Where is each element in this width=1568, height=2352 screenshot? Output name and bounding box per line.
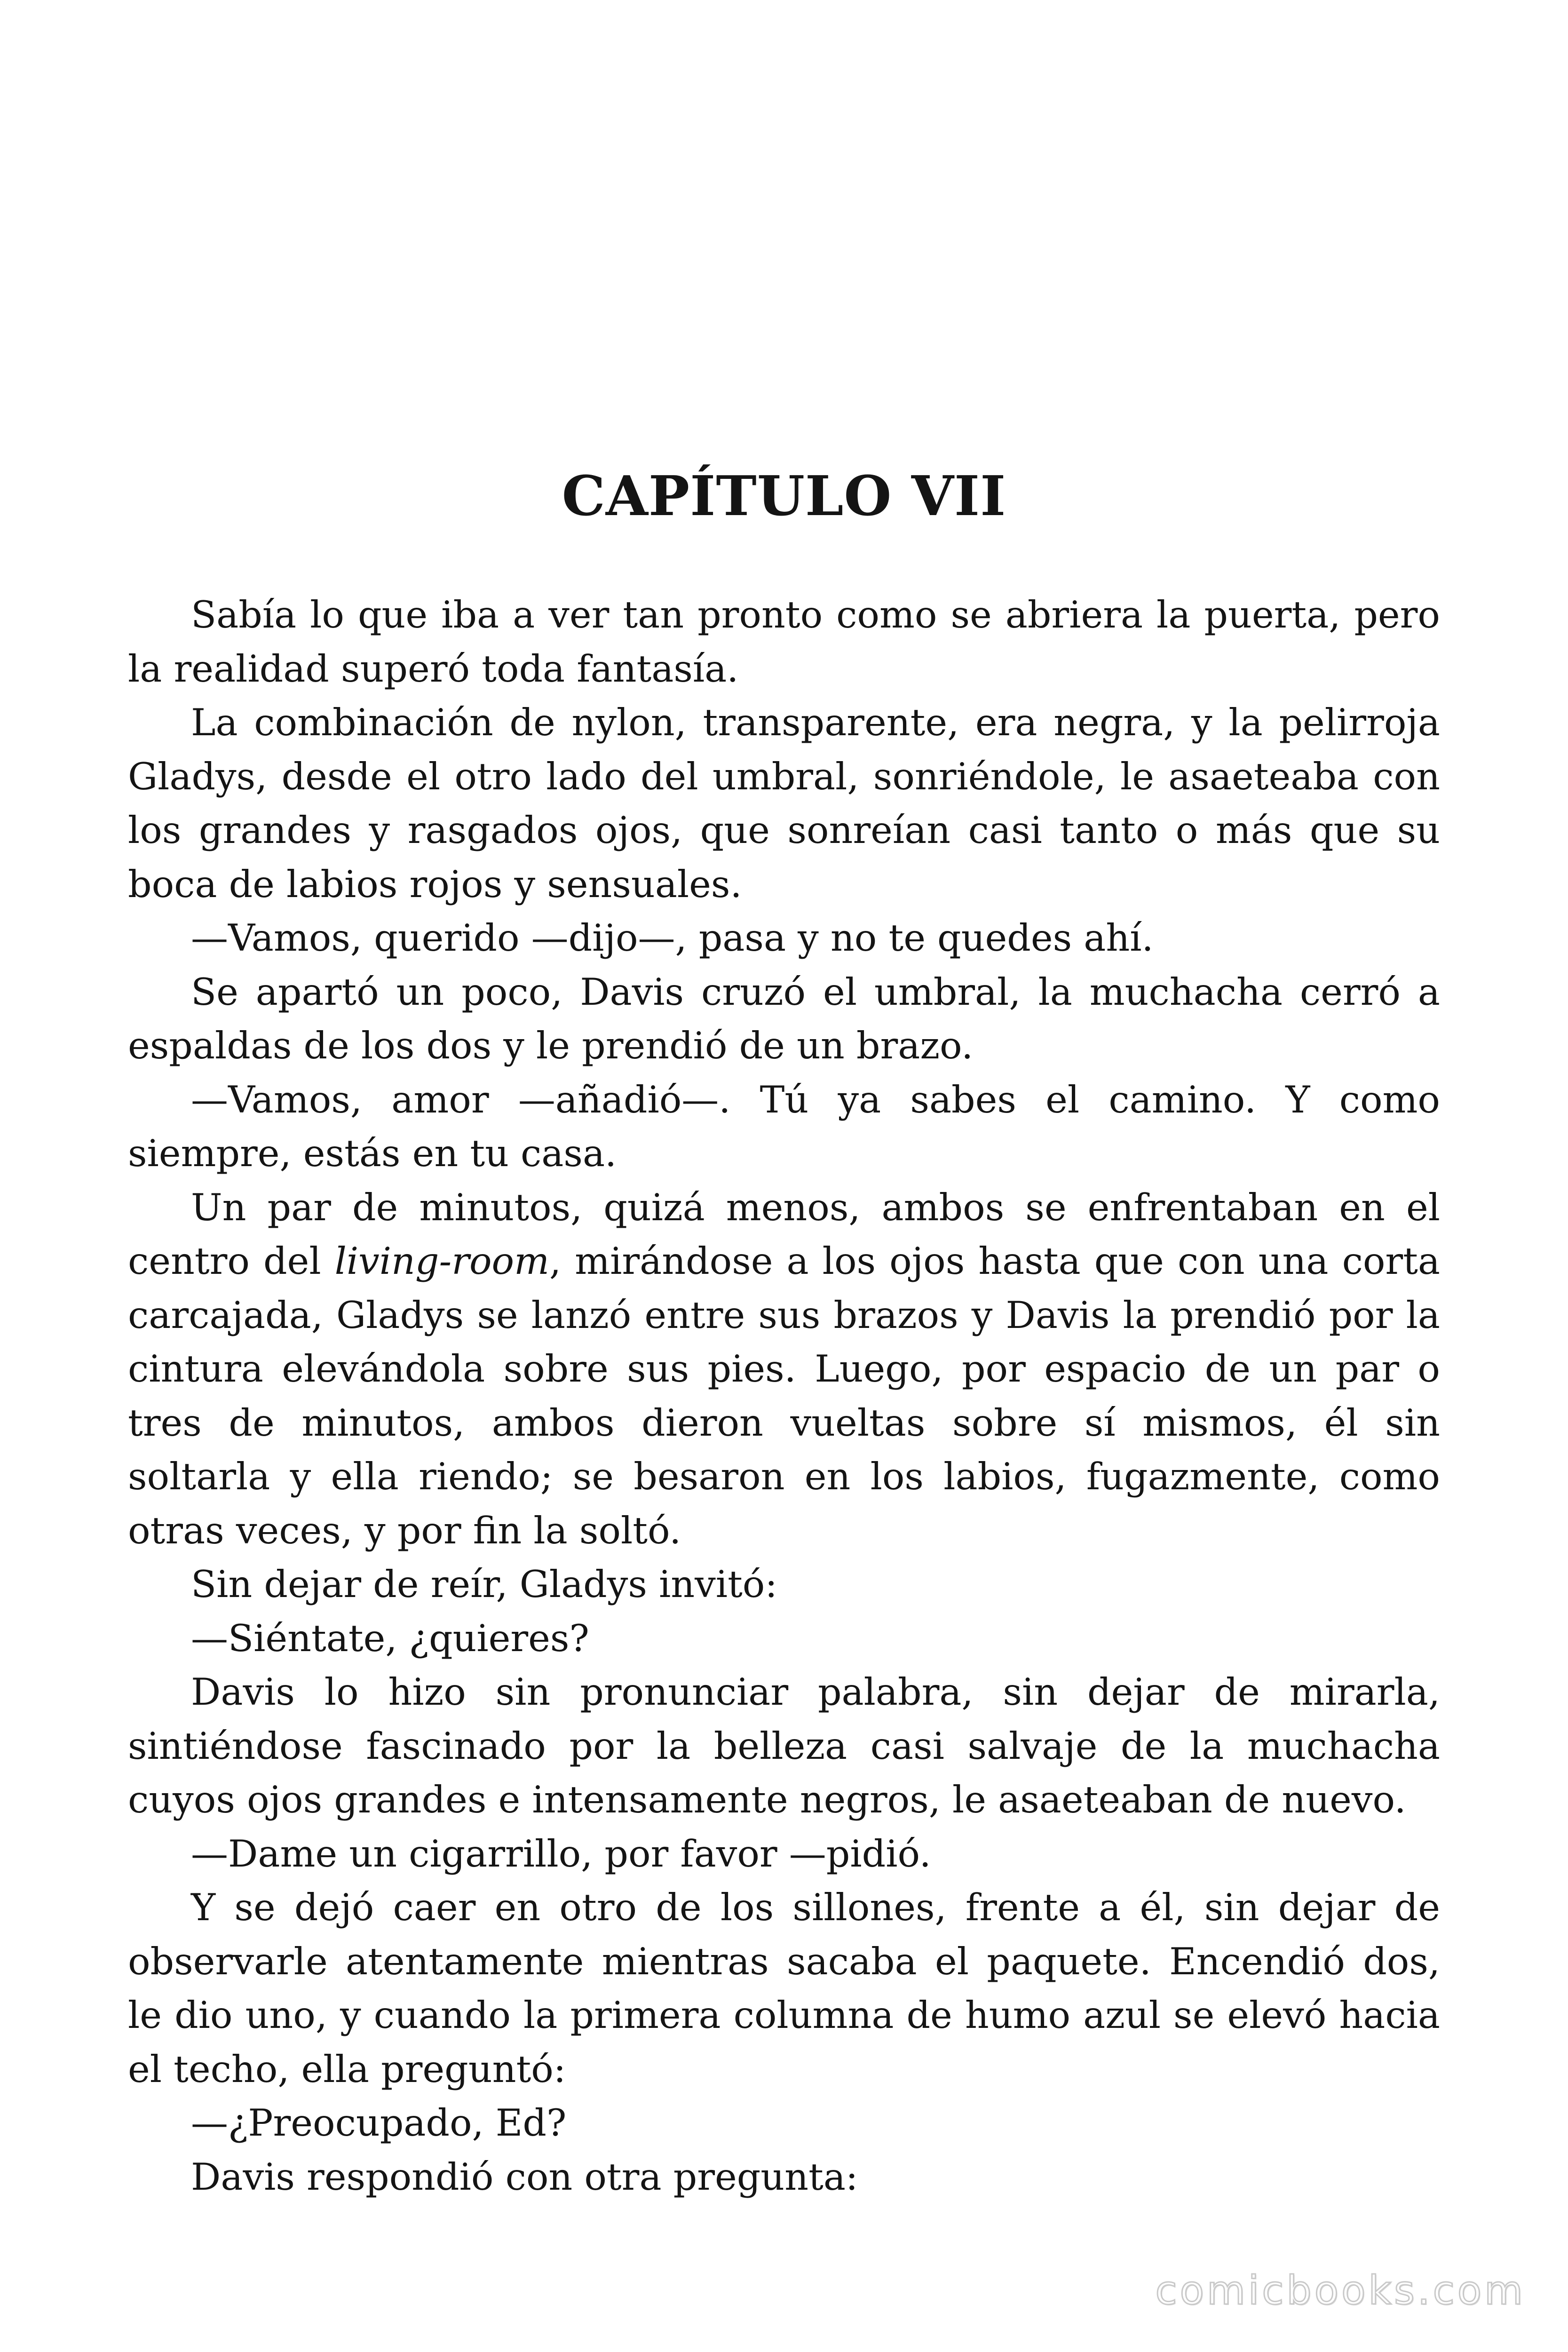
dialogue-paragraph: —Siéntate, ¿quieres? (191, 1616, 589, 1660)
dialogue-paragraph: —Vamos, querido —dijo—, pasa y no te quedes ahí. (191, 916, 1154, 960)
paragraph: La combinación de nylon, transparente, era negra, y la pelirroja Gladys, desde el otro lado del umbral, sonriéndole, le asaeteaba con los grandes y rasgados ojos, que sonreían casi tanto o más que su boca de labios rojos y sensuales. (128, 701, 1440, 906)
paragraph: Se apartó un poco, Davis cruzó el umbral, la muchacha cerró a espaldas de los dos y le prendió de un brazo. (128, 970, 1440, 1067)
paragraph: Davis lo hizo sin pronunciar palabra, sin dejar de mirarla, sintiéndose fascinado por la belleza casi salvaje de la muchacha cuyos ojos grandes e intensamente negros, le asaeteaban de nuevo. (128, 1670, 1440, 1821)
paragraph-text: Un par de minutos, quizá menos, ambos se enfrentaban en el centro del (128, 1185, 1440, 1283)
paragraph: Y se dejó caer en otro de los sillones, frente a él, sin dejar de observarle atentamente mientras sacaba el paquete. Encendió dos, le dio uno, y cuando la primera columna de humo azul se elevó hacia el techo, ella preguntó: (128, 1886, 1440, 2091)
italic-term: living-room (334, 1240, 549, 1283)
dialogue-paragraph: —Vamos, amor —añadió—. Tú ya sabes el camino. Y como siempre, estás en tu casa. (128, 1078, 1440, 1175)
chapter-body (128, 588, 1440, 2204)
paragraph: Sabía lo que iba a ver tan pronto como se abriera la puerta, pero la realidad superó toda fantasía. (128, 593, 1440, 691)
chapter-title: CAPÍTULO VII (562, 464, 1006, 528)
dialogue-paragraph: —Dame un cigarrillo, por favor —pidió. (191, 1832, 931, 1875)
dialogue-paragraph: —¿Preocupado, Ed? (191, 2101, 567, 2145)
paragraph-text: , mirándose a los ojos hasta que con una corta carcajada, Gladys se lanzó entre sus brazos y Davis la prendió por la cintura elevándola sobre sus pies. Luego, por espacio de un par o tres de minutos, ambos dieron vueltas sobre sí mismos, él sin soltarla y ella riendo; se besaron en los labios, fugazmente, como otras veces, y por fin la soltó. (128, 1240, 1440, 1552)
watermark: comicbooks.com (1155, 2267, 1526, 2313)
paragraph: Davis respondió con otra pregunta: (191, 2155, 858, 2199)
paragraph: Sin dejar de reír, Gladys invitó: (191, 1563, 777, 1606)
paragraph (128, 1181, 1440, 1558)
